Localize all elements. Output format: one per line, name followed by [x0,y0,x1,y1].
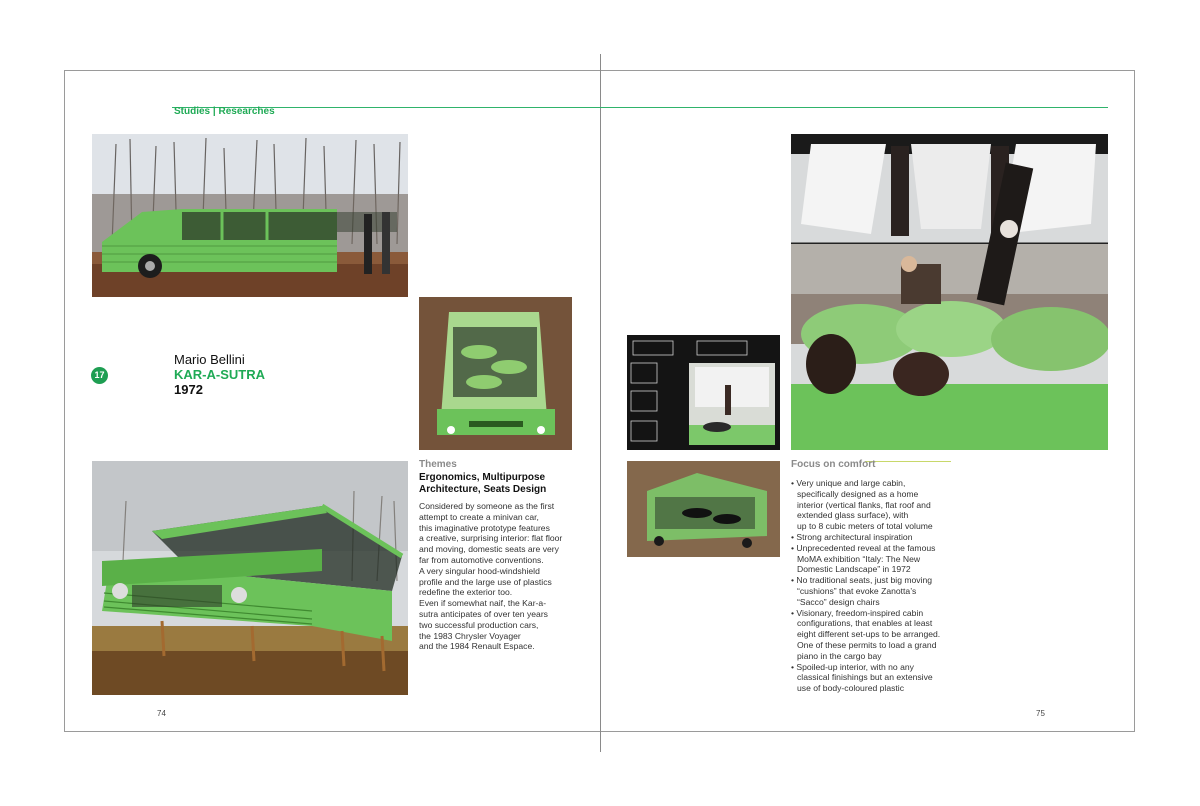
photo-car-front-three-quarter [92,461,408,695]
focus-list-item: • No traditional seats, just big moving “cushions” that evoke Zanotta’s “Sacco” design chairs [791,575,951,607]
themes-heading-line: Architecture, Seats Design [419,484,547,495]
focus-list-item: • Strong architectural inspiration [791,532,951,543]
entry-number-badge: 17 [91,367,108,384]
focus-list-item: • Unprecedented reveal at the famous MoMA exhibition “Italy: The New Domestic Landscape” in 1972 [791,543,951,575]
body-line: A very singular hood-windshield [419,565,540,576]
body-line: Considered by someone as the first [419,501,555,511]
focus-list-item: • Spoiled-up interior, with no any classical finishings but an extensive use of body-coloured plastic [791,662,951,694]
body-line: and the 1984 Renault Espace. [419,641,535,652]
body-line: two successful production cars, [419,619,539,630]
themes-section [419,459,579,652]
themes-label: Themes [419,459,457,470]
focus-section [791,459,951,694]
focus-list-item: • Visionary, freedom-inspired cabin configurations, that enables at least eight different set-ups to be arranged. One of these permits to load a grand piano in the cargo bay [791,608,951,662]
entry-title-block [174,352,265,397]
focus-list-item: • Very unique and large cabin, specifically designed as a home interior (vertical flanks, flat roof and extended glass surface), with up to 8 cubic meters of total volume [791,478,951,532]
focus-rule [865,461,951,462]
body-line: the 1983 Chrysler Voyager [419,630,521,641]
themes-heading [419,472,579,496]
body-line: this imaginative prototype features [419,522,550,533]
body-line: a creative, surprising interior: flat floor [419,533,563,544]
body-line: Even if somewhat naif, the Kar-a- [419,598,547,609]
photo-car-model [627,461,780,557]
designer-name: Mario Bellini [174,352,245,367]
themes-heading-line: Ergonomics, Multipurpose [419,472,546,483]
model-year: 1972 [174,382,203,397]
photo-car-front-top-view [419,297,572,450]
book-gutter-line [600,54,601,752]
page-number-left: 74 [157,709,166,718]
photo-exhibition-drawings [627,335,780,450]
photo-car-side-view [92,134,408,297]
focus-list [791,478,951,694]
body-line: profile and the large use of plastics [419,576,552,587]
header-rule [172,107,1108,108]
themes-body [419,501,579,652]
photo-interior-cushions [791,134,1108,450]
focus-label: Focus on comfort [791,459,876,470]
body-line: attempt to create a minivan car, [419,511,539,522]
body-line: and moving, domestic seats are very [419,544,559,555]
body-line: far from automotive conventions. [419,554,544,565]
page-number-right: 75 [1036,709,1045,718]
model-name: KAR-A-SUTRA [174,367,265,382]
body-line: sutra anticipates of over ten years [419,608,548,619]
body-line: redefine the exterior too. [419,587,513,598]
section-label: Studies | Researches [174,106,275,117]
